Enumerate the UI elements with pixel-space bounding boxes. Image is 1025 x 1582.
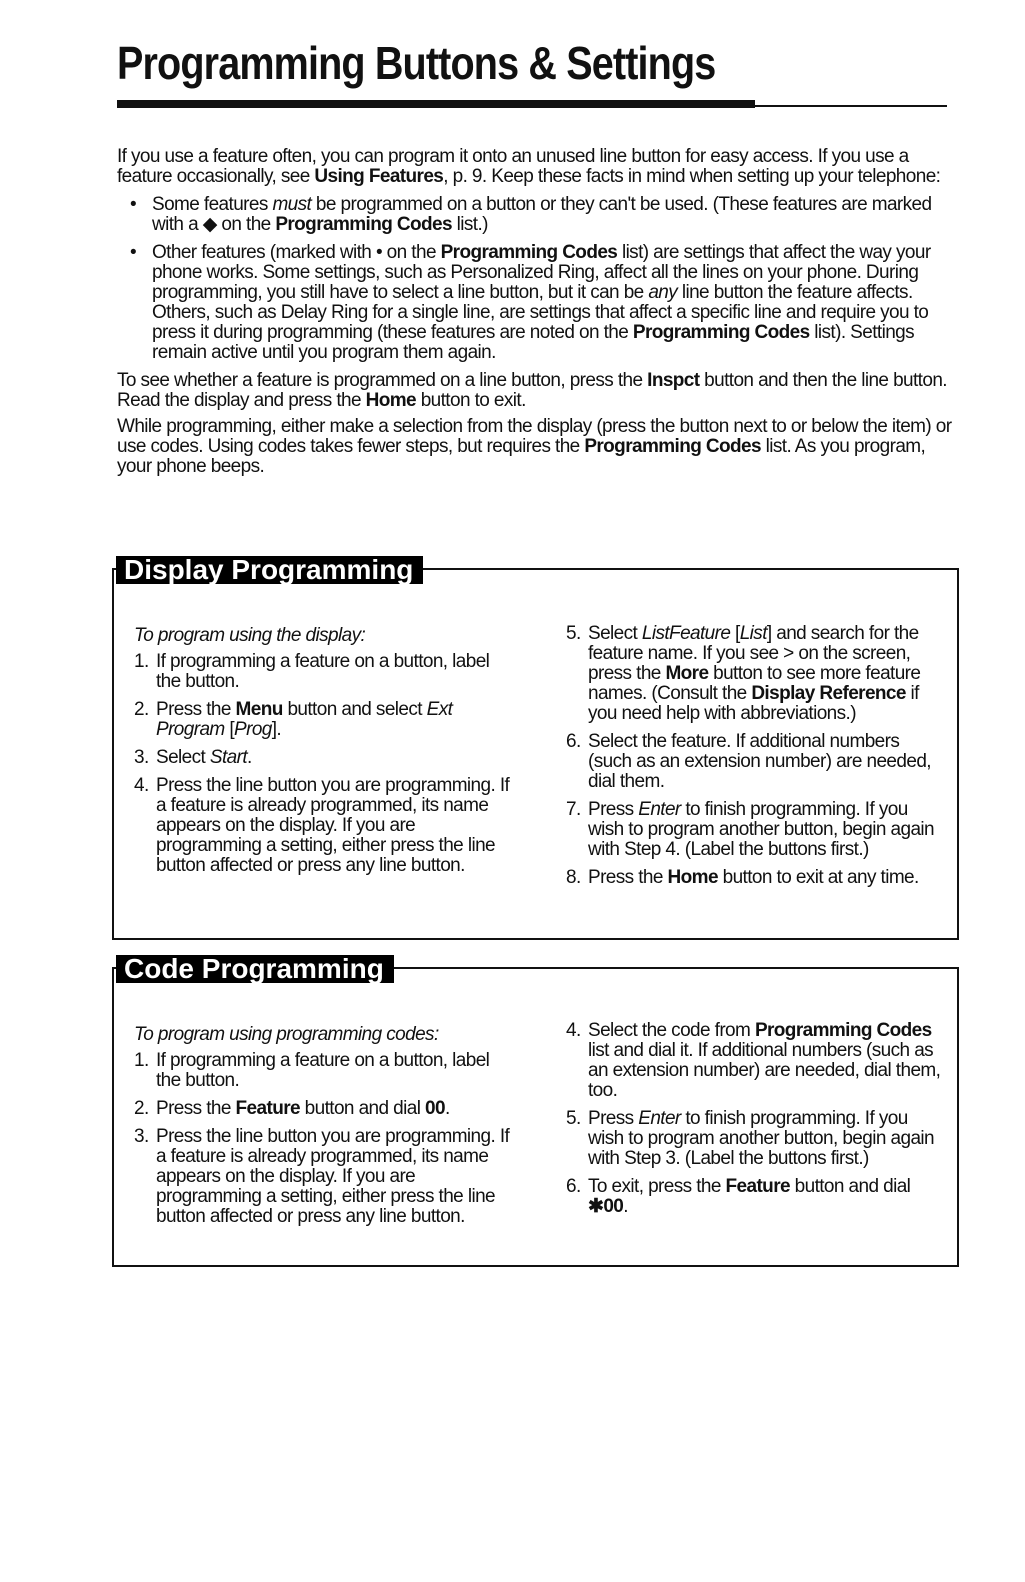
list-item: • Other features (marked with • on the Programming Codes list) are settings that affect the way your phone works. Some settings, such as Personalized Ring, affect all the lines on your phone. During programming, you still have to select a line button, but it can be any line button the feature affects. Others, such as Delay Ring for a single line, are settings that affect a specific line and require you to press it during programming (these features are noted on the Programming Codes list). Settings remain active until you program them again. xyxy=(130,242,931,363)
display-left-column xyxy=(134,626,514,884)
programming-paragraph: While programming, either make a selection from the display (press the button next to or below the item) or use codes. Using codes takes fewer steps, but requires the Programming Codes list. As you program, your phone beeps. xyxy=(117,416,952,477)
intro-section xyxy=(117,147,957,483)
code-programming-box xyxy=(112,953,959,1267)
list-item: 7. Press Enter to finish programming. If you wish to program another button, begin again with Step 4. (Label the buttons first.) xyxy=(566,799,934,860)
inspect-paragraph: To see whether a feature is programmed on a line button, press the Inspct button and then the line button. Read the display and press the Home button to exit. xyxy=(117,370,947,411)
code-right-column xyxy=(566,1021,946,1225)
intro-paragraph: If you use a feature often, you can program it onto an unused line button for easy access. If you use a feature occasionally, see Using Features, p. 9. Keep these facts in mind when setting up your telephone: xyxy=(117,146,941,187)
title-rule-thin xyxy=(755,105,947,107)
list-item: 5. Press Enter to finish programming. If you wish to program another button, begin again with Step 3. (Label the buttons first.) xyxy=(566,1108,934,1169)
code-left-column xyxy=(134,1025,514,1235)
list-item: 3. Press the line button you are programming. If a feature is already programmed, its name appears on the display. If you are programming a setting, either press the line button affected or press any line button. xyxy=(134,1126,510,1227)
list-item: 1. If programming a feature on a button, label the button. xyxy=(134,1050,490,1091)
display-steps-left xyxy=(134,652,514,876)
display-steps-right xyxy=(566,624,946,888)
code-programming-header: Code Programming xyxy=(116,955,394,983)
display-intro: To program using the display: xyxy=(134,625,366,646)
display-programming-box xyxy=(112,554,959,940)
list-item: 3. Select Start. xyxy=(134,747,252,768)
code-intro: To program using programming codes: xyxy=(134,1024,439,1045)
code-steps-left xyxy=(134,1051,514,1227)
bullet-icon: • xyxy=(130,242,137,263)
list-item: 6. To exit, press the Feature button and dial ✱00. xyxy=(566,1176,911,1217)
list-item: 8. Press the Home button to exit at any time. xyxy=(566,867,919,888)
list-item: 5. Select ListFeature [List] and search for the feature name. If you see > on the screen, press the More button to see more feature names. (Consult the Display Reference if you need help with abbreviations.) xyxy=(566,623,921,724)
title-rule xyxy=(117,100,755,108)
list-item: 6. Select the feature. If additional numbers (such as an extension number) are needed, dial them. xyxy=(566,731,931,792)
bullet-icon: • xyxy=(130,194,137,215)
page-title: Programming Buttons & Settings xyxy=(117,37,716,89)
list-item: • Some features must be programmed on a button or they can't be used. (These features are marked with a ◆ on the Programming Codes list.) xyxy=(130,194,932,235)
code-steps-right xyxy=(566,1021,946,1217)
list-item: 2. Press the Feature button and dial 00. xyxy=(134,1098,450,1119)
display-programming-header: Display Programming xyxy=(116,556,423,584)
display-right-column xyxy=(566,624,946,896)
list-item: 4. Select the code from Programming Codes list and dial it. If additional numbers (such as an extension number) are needed, dial them, too. xyxy=(566,1020,941,1101)
list-item: 2. Press the Menu button and select Ext Program [Prog]. xyxy=(134,699,453,740)
list-item: 1. If programming a feature on a button, label the button. xyxy=(134,651,490,692)
intro-bullet-list xyxy=(117,195,957,363)
list-item: 4. Press the line button you are programming. If a feature is already programmed, its name appears on the display. If you are programming a setting, either press the line button affected or press any line button. xyxy=(134,775,510,876)
